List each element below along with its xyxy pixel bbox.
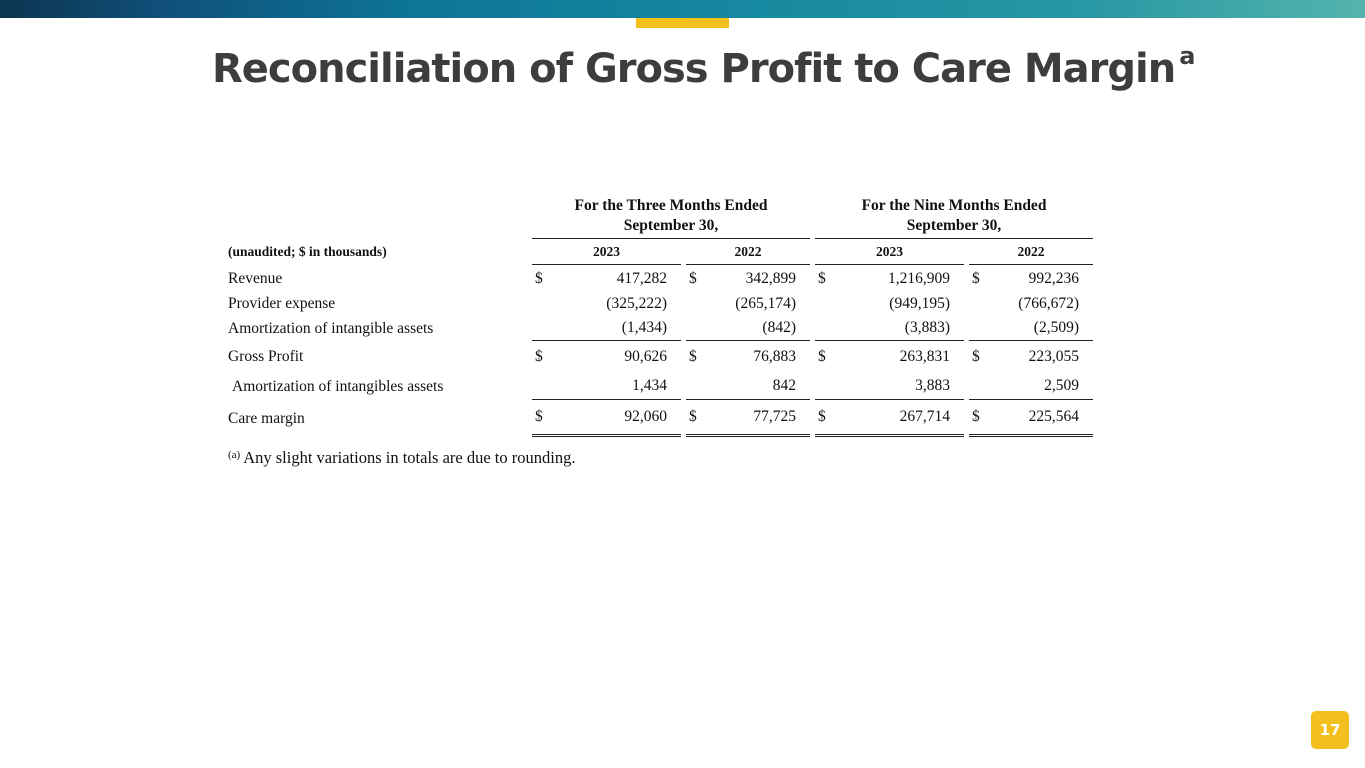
- currency-symbol: $: [535, 348, 543, 365]
- cell-value-with-currency: $ 77,725: [686, 400, 810, 437]
- cell-value: 92,060: [557, 400, 681, 437]
- top-gradient-bar: [0, 0, 1365, 18]
- title-text: Reconciliation of Gross Profit to Care Margin: [212, 46, 1176, 92]
- table-row-amortization: [228, 316, 1093, 341]
- cell-value: 842: [686, 373, 810, 400]
- cell-value-with-currency: $ 76,883: [686, 341, 810, 373]
- table-row-care-margin: [228, 400, 1093, 437]
- currency-symbol: $: [689, 348, 697, 365]
- cell-value: 2,509: [969, 373, 1093, 400]
- cell-value: (766,672): [1018, 295, 1079, 312]
- cell-value: 1,434: [557, 373, 681, 400]
- currency-symbol: $: [972, 269, 980, 287]
- slide-title: [212, 42, 1195, 92]
- table-row-provider-expense: [228, 292, 1093, 316]
- cell-value: (949,195): [889, 295, 950, 312]
- cell-value-with-currency: $ 225,564: [969, 400, 1093, 437]
- cell-value-with-currency: $ 342,899: [686, 265, 810, 292]
- footnote-text: Any slight variations in totals are due to rounding.: [243, 448, 576, 467]
- cell-value-with-currency: $ 992,236: [969, 265, 1093, 292]
- row-label: Amortization of intangibles assets: [232, 377, 444, 395]
- currency-symbol: $: [532, 400, 557, 437]
- title-superscript: a: [1179, 42, 1195, 70]
- row-label: Revenue: [228, 269, 283, 287]
- cell-value: (3,883): [840, 316, 964, 341]
- row-label: Amortization of intangible assets: [228, 319, 434, 337]
- group-header-three-months: For the Three Months Ended September 30,: [532, 196, 810, 239]
- empty-cell: [228, 196, 532, 239]
- cell-value: 267,714: [840, 400, 964, 437]
- cell-value: (842): [686, 316, 810, 341]
- footnote-marker: (a): [228, 449, 241, 461]
- cell-value: (2,509): [969, 316, 1093, 341]
- accent-tab: [636, 18, 729, 28]
- cell-value: 263,831: [899, 348, 950, 365]
- group-header-nine-months: For the Nine Months Ended September 30,: [815, 196, 1093, 239]
- year-header: 2022: [969, 239, 1093, 265]
- currency-symbol: $: [818, 269, 826, 287]
- currency-symbol: $: [972, 408, 980, 425]
- footnote: [228, 448, 575, 468]
- cell-value: 3,883: [840, 373, 964, 400]
- row-label: Care margin: [228, 409, 305, 427]
- group-header-row: [228, 196, 1093, 239]
- currency-symbol: $: [815, 400, 840, 437]
- cell-value: 417,282: [616, 269, 667, 287]
- cell-value: (325,222): [606, 295, 667, 312]
- currency-symbol: $: [972, 348, 980, 365]
- unit-label: (unaudited; $ in thousands): [228, 244, 387, 259]
- currency-symbol: $: [818, 348, 826, 365]
- currency-symbol: $: [689, 408, 697, 425]
- currency-symbol: $: [535, 269, 543, 287]
- row-label: Gross Profit: [228, 348, 304, 365]
- reconciliation-table: [228, 196, 1093, 437]
- cell-value: (1,434): [557, 316, 681, 341]
- cell-value-with-currency: $ 223,055: [969, 341, 1093, 373]
- cell-value: 1,216,909: [888, 269, 950, 287]
- row-label: Provider expense: [228, 295, 336, 312]
- page-number-badge: 17: [1311, 711, 1349, 749]
- table-row-amortization-addback: [228, 373, 1093, 400]
- currency-symbol: $: [689, 269, 697, 287]
- cell-value: 90,626: [624, 348, 667, 365]
- year-header: 2023: [815, 239, 964, 265]
- year-header: 2022: [686, 239, 810, 265]
- cell-value: (265,174): [735, 295, 796, 312]
- table-row-gross-profit: [228, 341, 1093, 373]
- year-header-row: [228, 239, 1093, 265]
- table-row-revenue: [228, 265, 1093, 292]
- year-header: 2023: [532, 239, 681, 265]
